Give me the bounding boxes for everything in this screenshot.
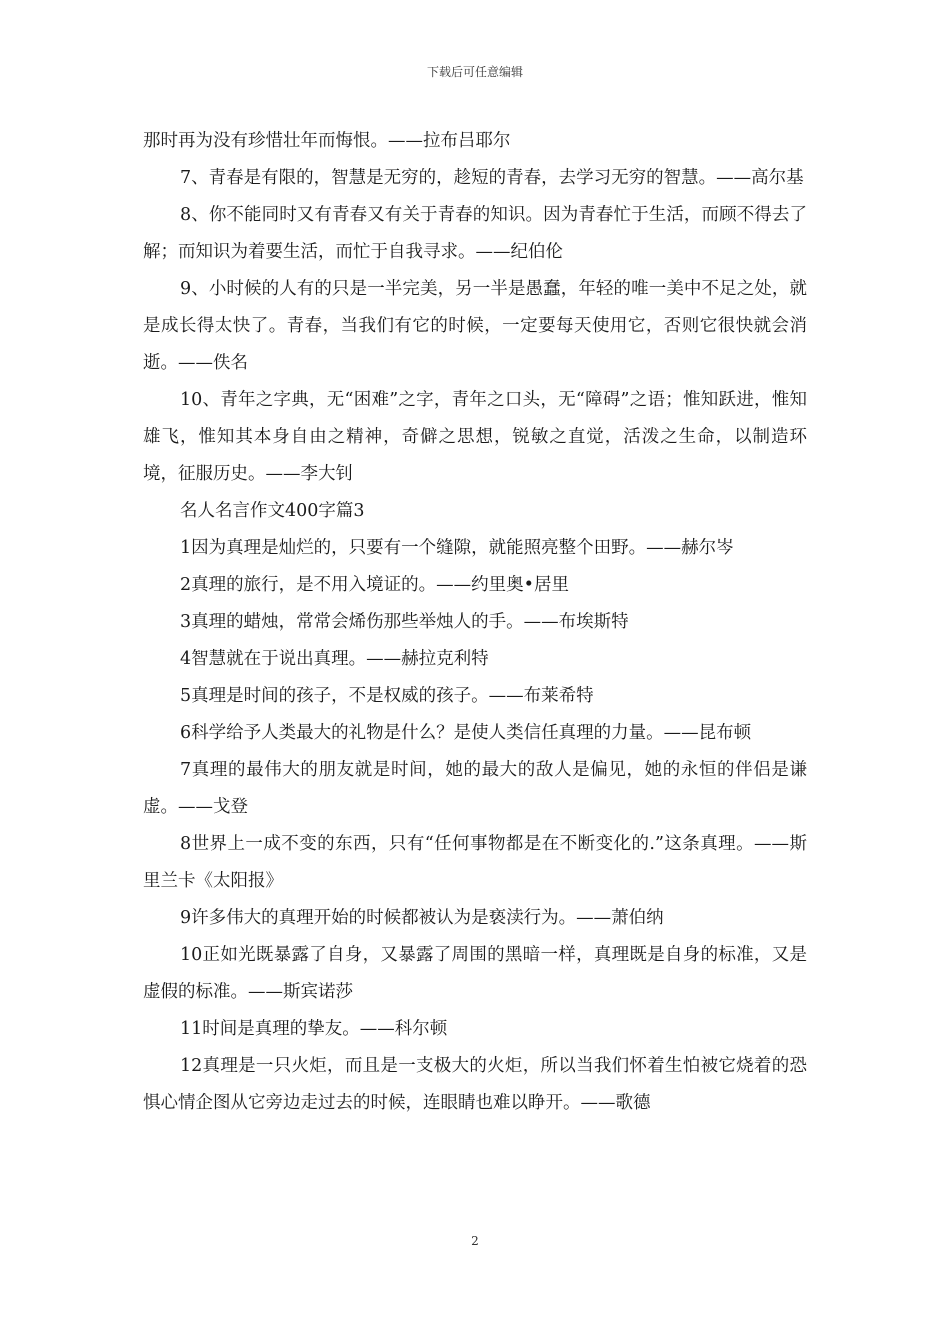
quote-paragraph: 3真理的蜡烛，常常会烯伤那些举烛人的手。——布埃斯特 (180, 612, 629, 632)
page-number: 2 (471, 1234, 479, 1248)
quote-paragraph: 10、青年之字典，无“困难”之字，青年之口头，无“障碍”之语；惟知跃进，惟知雄飞，惟知其本身自由之精神，奇僻之思想，锐敏之直觉，活泼之生命，以制造环境，征服历史。——李大钊 (143, 390, 807, 484)
quote-paragraph: 8世界上一成不变的东西，只有“任何事物都是在不断变化的.”这条真理。——斯里兰卡《太阳报》 (143, 834, 807, 891)
quote-paragraph: 11时间是真理的挚友。——科尔顿 (180, 1019, 448, 1039)
quote-paragraph: 5真理是时间的孩子，不是权威的孩子。——布莱希特 (180, 686, 594, 706)
page-header: 下载后可任意编辑 (426, 65, 523, 79)
quote-paragraph: 4智慧就在于说出真理。——赫拉克利特 (180, 649, 489, 669)
paragraph-continuation: 那时再为没有珍惜壮年而悔恨。——拉布吕耶尔 (143, 131, 511, 151)
quote-paragraph: 8、你不能同时又有青春又有关于青春的知识。因为青春忙于生活，而顾不得去了解；而知识为着要生活，而忙于自我寻求。——纪伯伦 (143, 205, 807, 262)
quote-paragraph: 1因为真理是灿烂的，只要有一个缝隙，就能照亮整个田野。——赫尔岑 (180, 538, 734, 558)
quote-paragraph: 9许多伟大的真理开始的时候都被认为是亵渎行为。——萧伯纳 (180, 908, 664, 928)
quote-paragraph: 7、青春是有限的，智慧是无穷的，趁短的青春，去学习无穷的智慧。——高尔基 (180, 168, 804, 188)
document-body (143, 123, 807, 1122)
section-heading: 名人名言作文400字篇3 (180, 501, 365, 521)
quote-paragraph: 9、小时候的人有的只是一半完美，另一半是愚蠢，年轻的唯一美中不足之处，就是成长得太快了。青春，当我们有它的时候，一定要每天使用它，否则它很快就会消逝。——佚名 (143, 279, 807, 373)
quote-paragraph: 2真理的旅行，是不用入境证的。——约里奥•居里 (180, 575, 569, 595)
quote-paragraph: 12真理是一只火炬，而且是一支极大的火炬，所以当我们怀着生怕被它烧着的恐惧心情企图从它旁边走过去的时候，连眼睛也难以睁开。——歌德 (143, 1056, 807, 1113)
quote-paragraph: 6科学给予人类最大的礼物是什么？是使人类信任真理的力量。——昆布顿 (180, 723, 752, 743)
quote-paragraph: 7真理的最伟大的朋友就是时间，她的最大的敌人是偏见，她的永恒的伴侣是谦虚。——戈登 (143, 760, 807, 817)
quote-paragraph: 10正如光既暴露了自身，又暴露了周围的黑暗一样，真理既是自身的标准，又是虚假的标准。——斯宾诺莎 (143, 945, 807, 1002)
